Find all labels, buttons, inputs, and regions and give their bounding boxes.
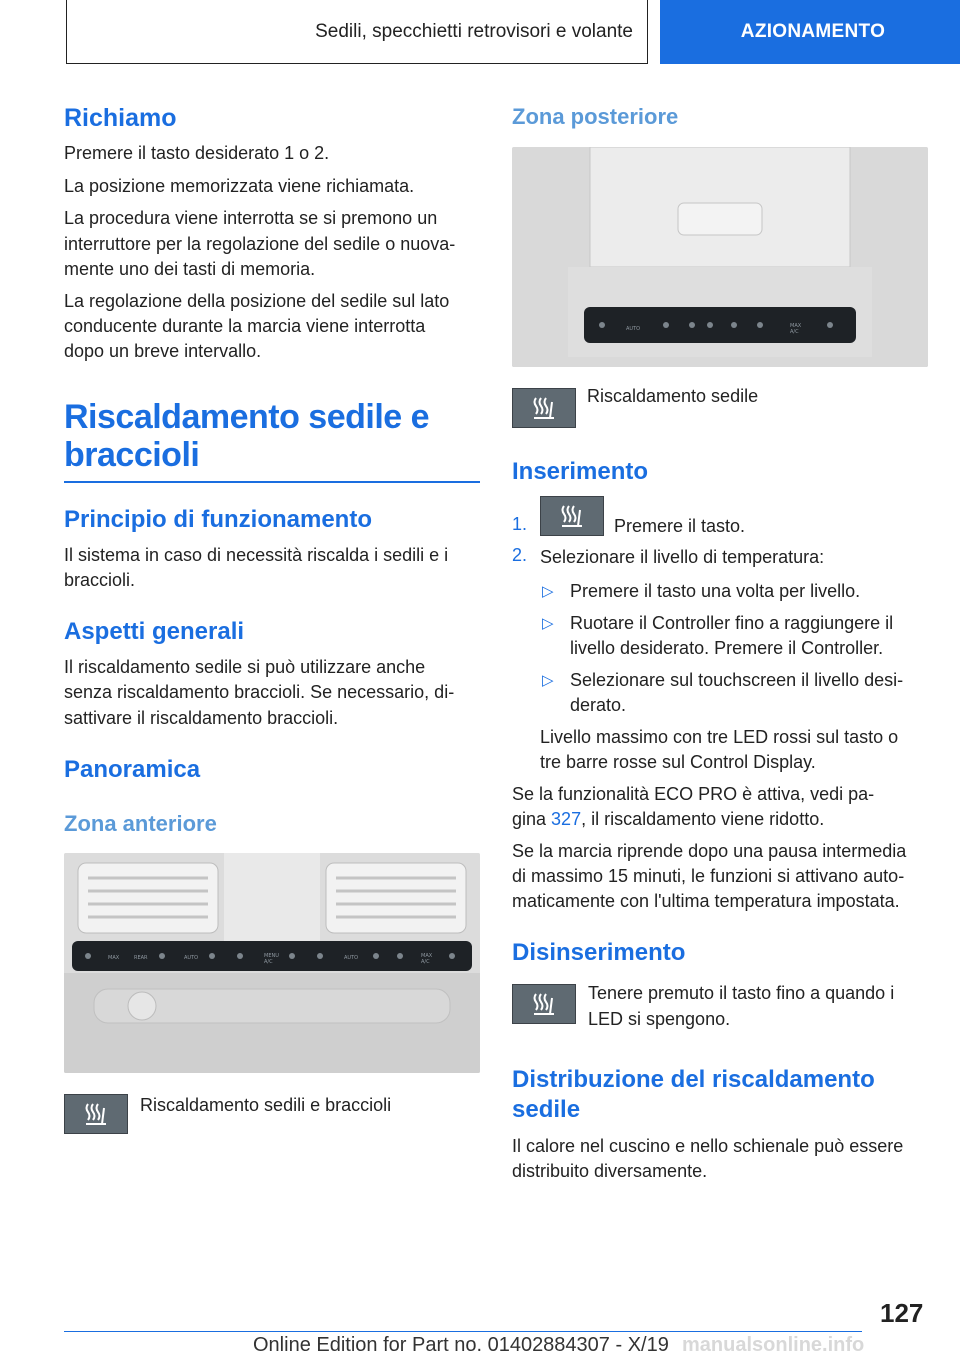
heading-aspetti: Aspetti generali <box>64 618 245 645</box>
step-1-number: 1. <box>512 514 528 534</box>
title-rule <box>64 481 480 483</box>
heading-distribuzione-line1: Distribuzione del riscaldamento <box>512 1066 875 1093</box>
eco-line2-prefix: gina <box>512 809 552 829</box>
seat-heating-icon <box>512 388 576 428</box>
front-climate-panel-image <box>64 853 480 1073</box>
richiamo-p4-line1: La regolazione della posizione del sedile sul lato <box>64 291 450 311</box>
svg-text:A/C: A/C <box>421 959 430 965</box>
distribuzione-line2: distribuito diversamente. <box>512 1161 708 1181</box>
edition-text: Online Edition for Part no. 01402884307 - X/19 <box>253 1334 669 1356</box>
bullet-3-line1: Selezionare sul touchscreen il livello desi- <box>570 670 904 690</box>
eco-line2 <box>512 807 824 832</box>
heading-panoramica: Panoramica <box>64 756 201 783</box>
richiamo-p3-line3: mente uno dei tasti di memoria. <box>64 259 316 279</box>
seat-heating-icon <box>512 984 576 1024</box>
bullet-marker: ▷ <box>542 583 554 600</box>
bullet-2-line2: livello desiderato. Premere il Controller. <box>570 638 884 658</box>
pause-line1: Se la marcia riprende dopo una pausa intermedia <box>512 841 907 861</box>
watermark: manualsonline.info <box>682 1334 865 1356</box>
aspetti-line3: sattivare il riscaldamento braccioli. <box>64 708 339 728</box>
rear-climate-panel-image <box>512 147 928 367</box>
bullet-marker: ▷ <box>542 672 554 689</box>
heading-richiamo: Richiamo <box>64 104 177 132</box>
pause-line3: maticamente con l'ultima temperatura impostata. <box>512 891 900 911</box>
page-header <box>0 0 960 66</box>
eco-line1: Se la funzionalità ECO PRO è attiva, vedi pa- <box>512 784 875 804</box>
chapter-tab: AZIONAMENTO <box>660 0 960 64</box>
main-title-line1: Riscaldamento sedile e <box>64 398 430 436</box>
principio-line2: braccioli. <box>64 570 136 590</box>
step-1-text: Premere il tasto. <box>614 516 746 536</box>
distribuzione-line1: Il calore nel cuscino e nello schienale può essere <box>512 1136 904 1156</box>
heading-zona-anteriore: Zona anteriore <box>64 811 217 836</box>
seat-heating-icon <box>64 1094 128 1134</box>
pause-line2: di massimo 15 minuti, le funzioni si attivano auto- <box>512 866 905 886</box>
rear-panel-illustration <box>512 147 928 367</box>
note-line1: Livello massimo con tre LED rossi sul tasto o <box>540 727 899 747</box>
disinserimento-line2: LED si spengono. <box>588 1009 731 1029</box>
bullet-1-text: Premere il tasto una volta per livello. <box>570 581 861 601</box>
footer <box>0 1334 960 1362</box>
svg-text:AUTO: AUTO <box>344 955 359 961</box>
disinserimento-line1: Tenere premuto il tasto fino a quando i <box>588 983 895 1003</box>
richiamo-p4-line2: conducente durante la marcia viene interrotta <box>64 316 426 336</box>
svg-text:MENU: MENU <box>264 953 279 959</box>
bullet-2-line1: Ruotare il Controller fino a raggiungere il <box>570 613 894 633</box>
page-number: 127 <box>880 1298 924 1328</box>
heading-distribuzione-line2: sedile <box>512 1096 581 1123</box>
step-2-number: 2. <box>512 545 528 565</box>
footer-rule <box>64 1331 862 1332</box>
eco-line2-suffix: , il riscaldamento viene ridotto. <box>581 809 825 829</box>
svg-text:REAR: REAR <box>134 955 148 961</box>
rear-caption: Riscaldamento sedile <box>587 386 759 406</box>
heading-inserimento: Inserimento <box>512 458 649 485</box>
richiamo-p1: Premere il tasto desiderato 1 o 2. <box>64 143 330 163</box>
svg-text:A/C: A/C <box>264 959 273 965</box>
svg-text:AUTO: AUTO <box>626 326 641 332</box>
heading-zona-posteriore: Zona posteriore <box>512 104 679 129</box>
heading-disinserimento: Disinserimento <box>512 939 686 966</box>
heading-principio: Principio di funzionamento <box>64 506 372 533</box>
richiamo-p4-line3: dopo un breve intervallo. <box>64 341 262 361</box>
bullet-marker: ▷ <box>542 615 554 632</box>
bullet-3-line2: derato. <box>570 695 627 715</box>
richiamo-p3-line1: La procedura viene interrotta se si premono un <box>64 208 438 228</box>
aspetti-line1: Il riscaldamento sedile si può utilizzare anche <box>64 657 426 677</box>
note-line2: tre barre rosse sul Control Display. <box>540 752 816 772</box>
richiamo-p2: La posizione memorizzata viene richiamata. <box>64 176 415 196</box>
svg-text:MAX: MAX <box>421 953 433 959</box>
aspetti-line2: senza riscaldamento braccioli. Se necessario, di- <box>64 682 455 702</box>
seat-heating-icon <box>540 496 604 536</box>
front-caption: Riscaldamento sedili e braccioli <box>140 1095 392 1115</box>
main-title-line2: braccioli <box>64 436 200 474</box>
section-title: Sedili, specchietti retrovisori e volante <box>66 0 648 64</box>
svg-text:MAX: MAX <box>108 955 120 961</box>
principio-line1: Il sistema in caso di necessità riscalda i sedili e i <box>64 545 449 565</box>
svg-text:MAX: MAX <box>790 323 802 329</box>
front-panel-illustration <box>64 853 480 1073</box>
richiamo-p3-line2: interruttore per la regolazione del sedile o nuova- <box>64 234 456 254</box>
svg-text:A/C: A/C <box>790 329 799 335</box>
page-link-327[interactable]: 327 <box>551 809 582 829</box>
step-2-text: Selezionare il livello di temperatura: <box>540 547 825 567</box>
svg-text:AUTO: AUTO <box>184 955 199 961</box>
